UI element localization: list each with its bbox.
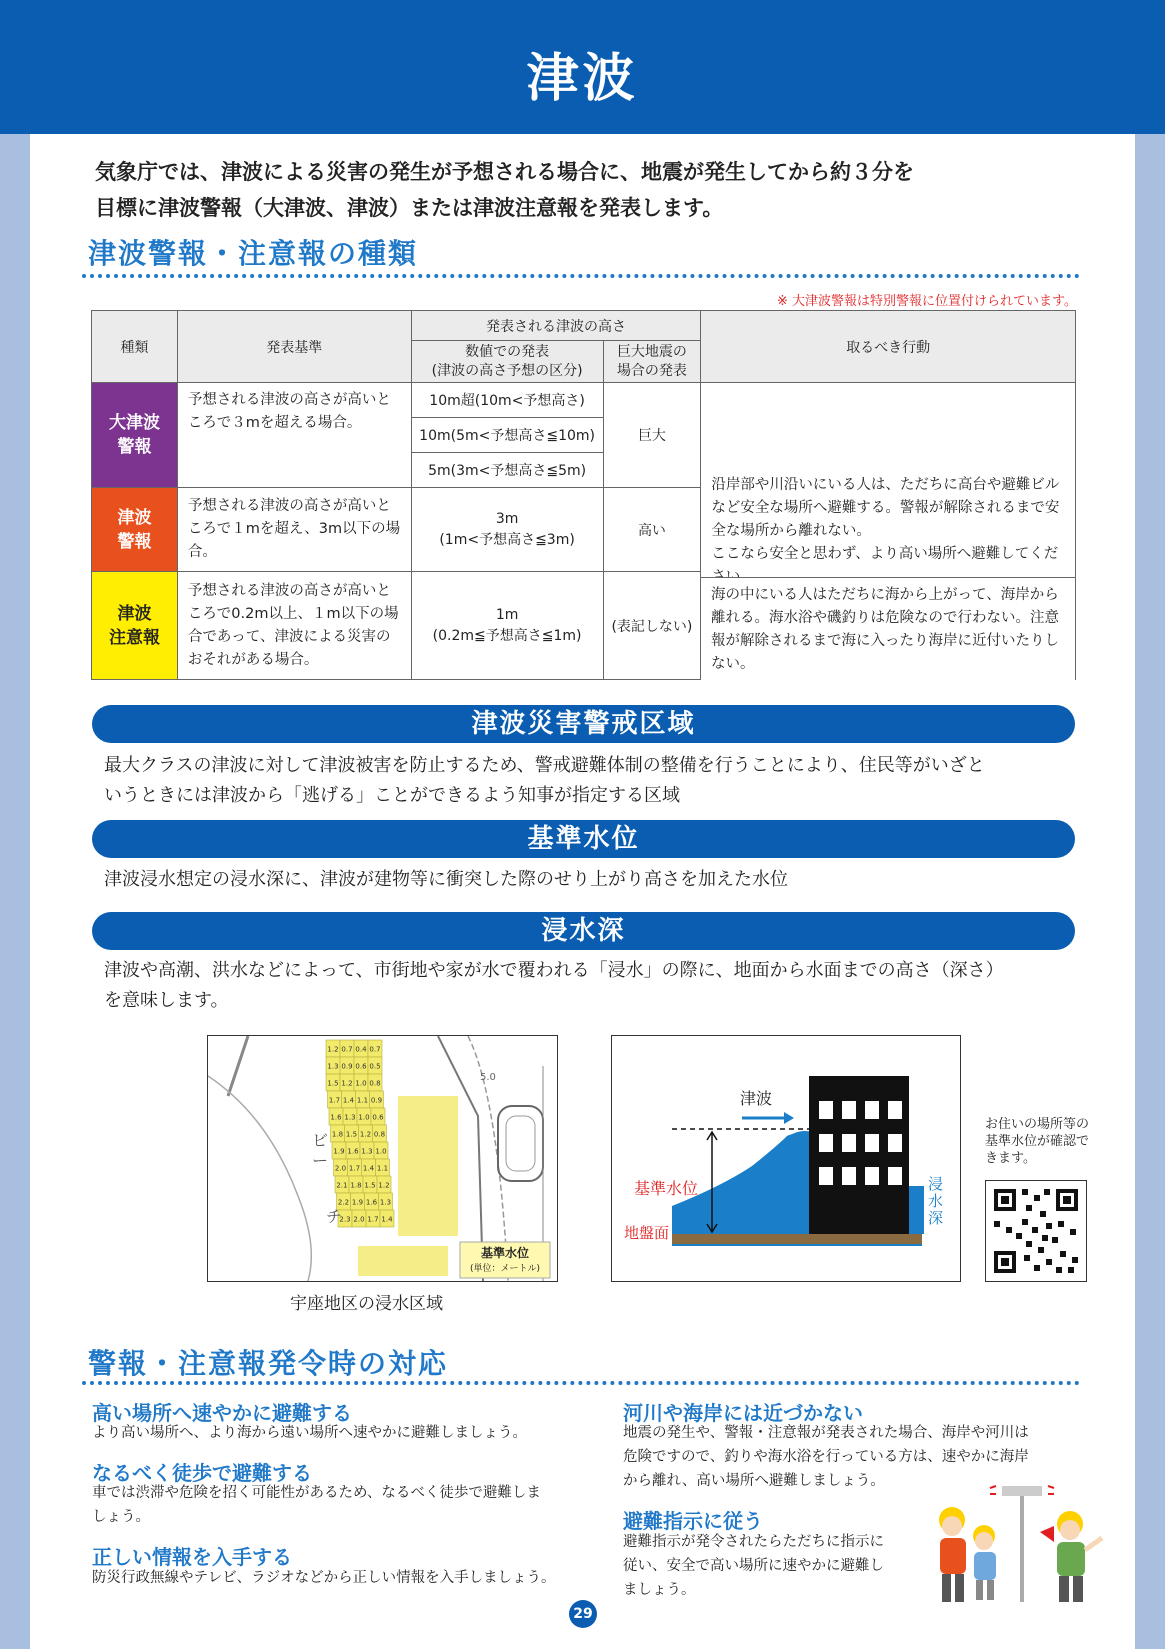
header-kind: 種類	[92, 311, 178, 383]
evacuation-illustration	[930, 1480, 1110, 1605]
response-text-3: 防災行政無線やテレビ、ラジオなどから正しい情報を入手しましょう。	[92, 1570, 556, 1586]
header-height-group: 発表される津波の高さ	[411, 311, 701, 341]
map-grid-value: 2.3	[339, 1215, 351, 1224]
response-title-5: 避難指示に従う	[623, 1509, 763, 1533]
criteria-warning: 予想される津波の高さが高いところで１mを超え、3m以下の場合。	[177, 488, 411, 572]
map-grid-value: 1.4	[362, 1164, 375, 1173]
action-warning-text: 沿岸部や川沿いにいる人は、ただちに高台や避難ビルなど安全な場所へ避難する。警報が解除されるまで安全な場所から離れない。	[711, 476, 1060, 539]
mega-value: 高い	[603, 488, 701, 572]
response-text-2	[92, 1481, 541, 1529]
response-text-2-line2: しょう。	[92, 1509, 150, 1525]
diagram-base-label: 基準水位	[634, 1179, 699, 1198]
page-title: 津波	[526, 49, 639, 109]
band-base-level: 基準水位	[92, 820, 1075, 858]
map-inundation-area	[398, 1096, 458, 1236]
map-grid-value: 0.5	[369, 1062, 381, 1071]
depth-line-1: 津波や高潮、洪水などによって、市街地や家が水で覆われる「浸水」の際に、地面から水面までの高さ（深さ）	[104, 960, 1004, 981]
map-grid-value: 2.1	[336, 1181, 348, 1190]
response-text-4-line3: から離れ、高い場所へ避難しましょう。	[623, 1473, 885, 1489]
map-grid-value: 0.8	[373, 1130, 386, 1139]
intro-line-1: 気象庁では、津波による災害の発生が予想される場合に、地震が発生してから約３分を	[95, 160, 914, 184]
header-numeric	[411, 341, 603, 383]
response-text-4-line1: 地震の発生や、警報・注意報が発表された場合、海岸や河川は	[623, 1425, 1029, 1441]
map-grid-value: 1.3	[344, 1113, 356, 1122]
map-grid-value: 1.4	[381, 1215, 393, 1224]
header-action: 取るべき行動	[701, 311, 1076, 383]
response-title-1: 高い場所へ速やかに避難する	[92, 1401, 352, 1425]
map-grid-value: 0.7	[341, 1045, 353, 1054]
header-bar	[0, 0, 1165, 134]
qr-pattern	[986, 1181, 1086, 1281]
kind-label-line2: 注意報	[108, 627, 160, 648]
page-number: 29	[569, 1600, 597, 1628]
map-grid-value: 1.7	[367, 1215, 379, 1224]
header-mega	[603, 341, 701, 383]
map-grid-value: 0.7	[369, 1045, 381, 1054]
map-grid-value: 1.6	[365, 1198, 378, 1207]
map-grid-value: 1.6	[330, 1113, 342, 1122]
diagram-ground-label: 地盤面	[624, 1224, 670, 1242]
numeric-value	[411, 572, 603, 680]
header-mega-sub: 場合の発表	[616, 362, 687, 379]
numeric-value: 10m超(10m<予想高さ)	[411, 383, 603, 418]
map-grid-value: 0.9	[341, 1062, 353, 1071]
header-numeric-sub: (津波の高さ予想の区分)	[431, 362, 583, 379]
numeric-value: 5m(3m<予想高さ≦5m)	[411, 453, 603, 488]
response-text-2-line1: 車では渋滞や危険を招く可能性があるため、なるべく徒歩で避難しま	[92, 1485, 541, 1501]
action-advisory: 海の中にいる人はただちに海から上がって、海岸から離れる。海水浴や磯釣りは危険なので行わない。注意報が解除されるまで海に入ったり海岸に近付いたりしない。	[701, 577, 1075, 683]
response-title-4: 河川や海岸には近づかない	[623, 1401, 863, 1425]
map-grid-value: 0.9	[370, 1096, 383, 1105]
kind-label-line1: 津波	[117, 507, 152, 528]
response-text-4-line2: 危険ですので、釣りや海水浴を行っている方は、速やかに海岸	[623, 1449, 1029, 1465]
response-text-5-line3: ましょう。	[623, 1582, 696, 1598]
map-grid-value: 1.2	[359, 1130, 372, 1139]
kind-label-line1: 大津波	[108, 413, 160, 433]
dotted-divider	[82, 274, 1080, 278]
header-numeric-main: 数値での発表	[465, 343, 550, 360]
map-legend-title: 基準水位	[480, 1246, 529, 1260]
qr-caption: お住いの場所等の基準水位が確認できます。	[985, 1117, 1090, 1166]
map-grid-value: 1.4	[342, 1096, 355, 1105]
numeric-value: 10m(5m<予想高さ≦10m)	[411, 418, 603, 453]
map-grid-value: 1.1	[376, 1164, 389, 1173]
map-label-chi: チ	[326, 1207, 343, 1226]
section-title-types: 津波警報・注意報の種類	[88, 237, 419, 270]
section-title-response: 警報・注意報発令時の対応	[88, 1347, 449, 1380]
map-grid-value: 0.4	[355, 1045, 367, 1054]
map-grid-value: 1.2	[327, 1045, 339, 1054]
map-grid-value: 1.9	[333, 1147, 345, 1156]
diagram-tsunami-label: 津波	[740, 1089, 773, 1108]
response-text-5	[623, 1530, 884, 1602]
response-text-5-line2: 従い、安全で高い場所に速やかに避難し	[623, 1558, 884, 1574]
map-grid-value: 2.0	[334, 1164, 347, 1173]
criteria-advisory: 予想される津波の高さが高いところで0.2m以上、１m以下の場合であって、津波による災害のおそれがある場合。	[177, 572, 411, 680]
response-text-5-line1: 避難指示が発令されたらただちに指示に	[623, 1534, 884, 1550]
map-grid-value: 1.2	[378, 1181, 390, 1190]
map-grid-value: 1.3	[379, 1198, 392, 1207]
map-grid-value: 0.6	[355, 1062, 367, 1071]
map-grid-value: 1.7	[328, 1096, 341, 1105]
base-level-text: 津波浸水想定の浸水深に、津波が建物等に衝突した際のせり上がり高さを加えた水位	[104, 869, 788, 890]
map-caption: 宇座地区の浸水区域	[290, 1294, 443, 1314]
map-grid-value: 2.0	[353, 1215, 365, 1224]
depth-line-2: を意味します。	[104, 990, 229, 1011]
depth-text	[104, 956, 1074, 1016]
map-grid-value: 1.0	[375, 1147, 387, 1156]
kind-tsunami-advisory	[92, 572, 178, 680]
intro-text	[95, 154, 1075, 226]
kind-label-line2: 警報	[117, 437, 152, 457]
action-warning-text-2: ここなら安全と思わず、より高い場所へ避難してくだ	[711, 545, 1059, 562]
map-inundation-area	[358, 1246, 448, 1276]
map-grid-value: 0.6	[372, 1113, 384, 1122]
map-grid-value: 1.9	[351, 1198, 364, 1207]
criteria-major: 予想される津波の高さが高いところで３mを超える場合。	[177, 383, 411, 488]
diagram-drawing	[612, 1036, 960, 1281]
response-title-2: なるべく徒歩で避難する	[92, 1461, 312, 1485]
map-grid-value: 1.0	[355, 1079, 367, 1088]
dotted-divider	[82, 1381, 1080, 1385]
numeric-sub: (0.2m≦予想高さ≦1m)	[432, 627, 582, 644]
band-zone: 津波災害警戒区域	[92, 705, 1075, 743]
header-mega-main: 巨大地震の	[616, 343, 687, 360]
map-label-dash: ー	[312, 1151, 329, 1170]
depth-diagram	[611, 1035, 961, 1282]
kind-label-line1: 津波	[117, 603, 152, 624]
map-grid-value: 0.8	[369, 1079, 381, 1088]
zone-line-1: 最大クラスの津波に対して津波被害を防止するため、警戒避難体制の整備を行うことにより、住民等がいざと	[104, 755, 985, 776]
numeric-main: 1m	[495, 606, 519, 623]
intro-line-2: 目標に津波警報（大津波、津波）または津波注意報を発表します。	[95, 196, 724, 220]
response-title-3: 正しい情報を入手する	[92, 1545, 292, 1569]
map-grid-value: 1.6	[347, 1147, 359, 1156]
response-text-1: より高い場所へ、より海から遠い場所へ速やかに避難しましょう。	[92, 1425, 527, 1441]
mega-value: (表記しない)	[603, 572, 701, 680]
map-grid-value: 1.1	[356, 1096, 369, 1105]
map-grid-value: 1.5	[327, 1079, 339, 1088]
map-grid-value: 1.8	[331, 1130, 344, 1139]
map-grid-value: 1.5	[364, 1181, 376, 1190]
numeric-sub: (1m<予想高さ≦3m)	[439, 531, 575, 548]
numeric-value	[411, 488, 603, 572]
zone-text	[104, 751, 1074, 811]
zone-line-2: いうときには津波から「逃げる」ことができるよう知事が指定する区域	[104, 785, 680, 806]
map-grid-value: 1.5	[345, 1130, 358, 1139]
map-legend-unit: (単位：メートル)	[469, 1264, 541, 1274]
kind-major-tsunami-warning	[92, 383, 178, 488]
map-depth-label: 5.0	[480, 1072, 496, 1083]
map-grid-value: 2.2	[337, 1198, 350, 1207]
qr-code[interactable]	[985, 1180, 1087, 1282]
kind-label-line2: 警報	[117, 531, 152, 552]
map-label-bi: ビ	[312, 1131, 329, 1150]
inundation-map	[207, 1035, 558, 1282]
diagram-depth-label: 浸水深	[928, 1175, 944, 1227]
map-grid-value: 1.2	[341, 1079, 353, 1088]
numeric-main: 3m	[495, 510, 519, 527]
map-grid-value: 1.0	[358, 1113, 370, 1122]
band-depth: 浸水深	[92, 912, 1075, 950]
kind-tsunami-warning	[92, 488, 178, 572]
header-criteria: 発表基準	[177, 311, 411, 383]
map-grid-value: 1.7	[348, 1164, 361, 1173]
mega-value: 巨大	[603, 383, 701, 488]
map-grid-value: 1.3	[327, 1062, 339, 1071]
map-grid-value: 1.3	[361, 1147, 373, 1156]
special-warning-note: ※ 大津波警報は特別警報に位置付けられています。	[777, 294, 1077, 309]
map-grid-value: 1.8	[350, 1181, 362, 1190]
